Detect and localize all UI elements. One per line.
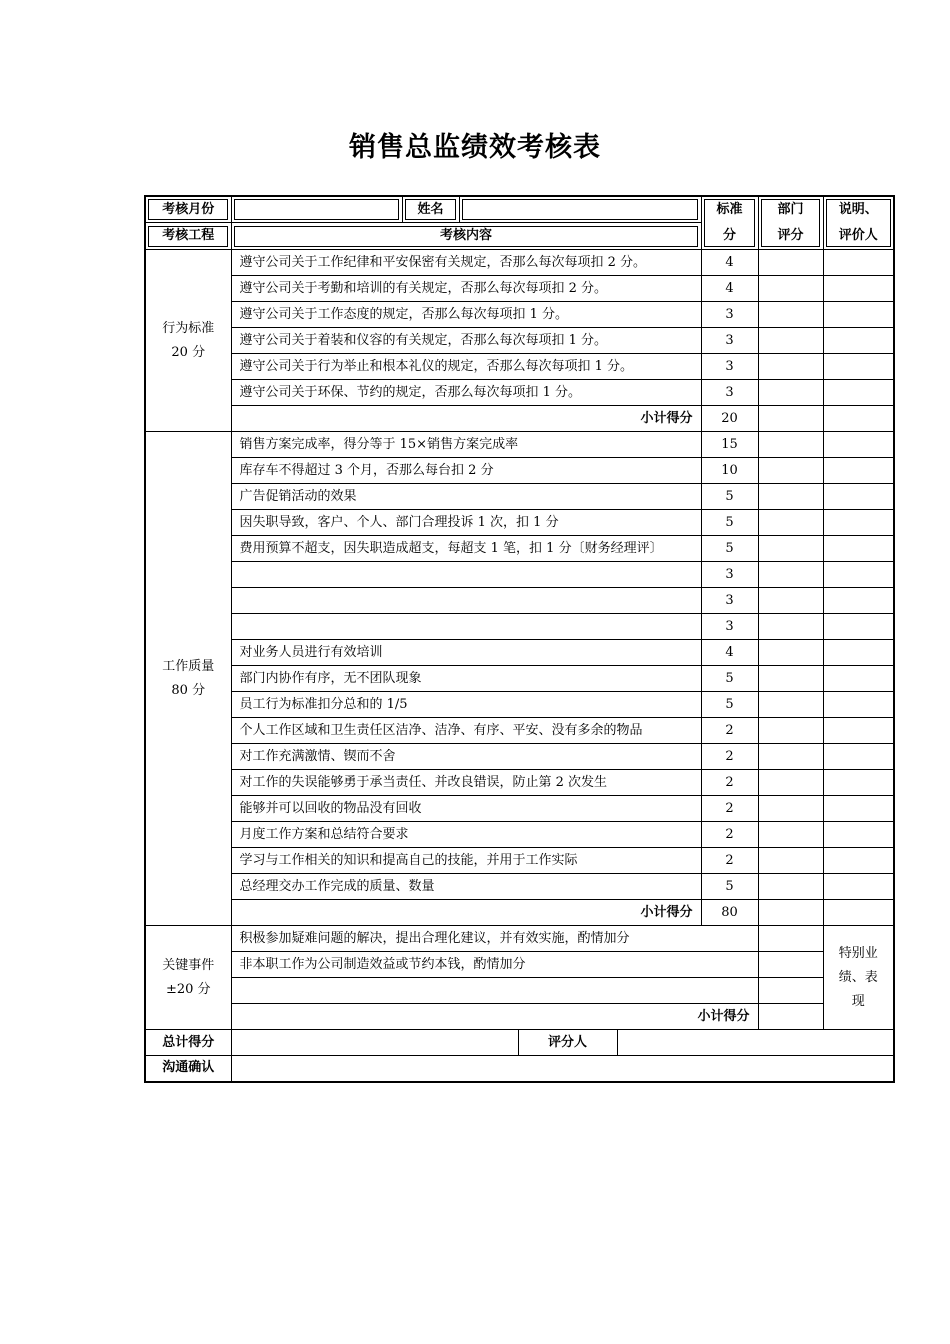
behavior-score: 3 xyxy=(701,328,758,354)
behavior-points: 20 分 xyxy=(171,344,206,360)
quality-item: 员工行为标准扣分总和的 1/5 xyxy=(231,692,701,718)
dept-score-cell[interactable] xyxy=(758,718,823,744)
quality-item: 个人工作区域和卫生责任区洁净、洁净、有序、平安、没有多余的物品 xyxy=(231,718,701,744)
quality-subtotal-label: 小计得分 xyxy=(231,900,701,926)
quality-item: 广告促销活动的效果 xyxy=(231,484,701,510)
dept-score-cell[interactable] xyxy=(758,614,823,640)
quality-item: 部门内协作有序，无不团队现象 xyxy=(231,666,701,692)
key-event-item xyxy=(231,978,758,1004)
quality-score: 2 xyxy=(701,770,758,796)
quality-score: 5 xyxy=(701,484,758,510)
quality-item: 费用预算不超支，因失职造成超支，每超支 1 笔，扣 1 分〔财务经理评〕 xyxy=(231,536,701,562)
standard-score-header xyxy=(701,196,758,250)
note-cell[interactable] xyxy=(823,432,894,458)
project-label: 考核工程 xyxy=(145,223,231,250)
behavior-item: 遵守公司关于行为举止和根本礼仪的规定，否那么每次每项扣 1 分。 xyxy=(231,354,701,380)
behavior-score: 4 xyxy=(701,276,758,302)
quality-item: 销售方案完成率，得分等于 15×销售方案完成率 xyxy=(231,432,701,458)
note-cell[interactable] xyxy=(823,718,894,744)
quality-score: 5 xyxy=(701,666,758,692)
quality-item: 总经理交办工作完成的质量、数量 xyxy=(231,874,701,900)
quality-item: 学习与工作相关的知识和提高自己的技能，并用于工作实际 xyxy=(231,848,701,874)
rater-field[interactable] xyxy=(617,1030,894,1056)
dept-score-cell[interactable] xyxy=(758,770,823,796)
behavior-score: 3 xyxy=(701,380,758,406)
quality-score: 2 xyxy=(701,718,758,744)
dept-score-header xyxy=(758,196,823,250)
rater-label: 评分人 xyxy=(518,1030,617,1056)
quality-name: 工作质量 xyxy=(162,658,215,674)
behavior-score: 3 xyxy=(701,302,758,328)
quality-item: 对工作的失误能够勇于承当责任、并改良错误，防止第 2 次发生 xyxy=(231,770,701,796)
total-score-label: 总计得分 xyxy=(145,1030,231,1056)
behavior-item: 遵守公司关于工作态度的规定，否那么每次每项扣 1 分。 xyxy=(231,302,701,328)
note-cell[interactable] xyxy=(823,536,894,562)
note-cell[interactable] xyxy=(823,874,894,900)
dept-score-cell[interactable] xyxy=(758,302,823,328)
standard-label-1: 标准 xyxy=(716,202,743,217)
quality-score: 5 xyxy=(701,536,758,562)
dept-score-cell[interactable] xyxy=(758,432,823,458)
note-cell[interactable] xyxy=(823,822,894,848)
note-cell[interactable] xyxy=(823,692,894,718)
note-label-1: 说明、 xyxy=(838,202,878,217)
page-title: 销售总监绩效考核表 xyxy=(349,132,601,163)
dept-score-cell[interactable] xyxy=(758,692,823,718)
key-events-name: 关键事件 xyxy=(162,957,215,973)
quality-item: 月度工作方案和总结符合要求 xyxy=(231,822,701,848)
quality-item xyxy=(231,614,701,640)
dept-score-cell[interactable] xyxy=(758,562,823,588)
communication-confirm-field[interactable] xyxy=(231,1056,894,1082)
note-cell[interactable] xyxy=(823,458,894,484)
standard-label-2: 分 xyxy=(723,228,737,243)
dept-score-cell[interactable] xyxy=(758,848,823,874)
note-cell[interactable] xyxy=(823,328,894,354)
quality-item xyxy=(231,562,701,588)
dept-score-cell[interactable] xyxy=(758,952,823,978)
note-cell[interactable] xyxy=(823,640,894,666)
evaluation-table xyxy=(144,195,895,1083)
dept-score-cell[interactable] xyxy=(758,822,823,848)
note-cell[interactable] xyxy=(823,276,894,302)
behavior-item: 遵守公司关于工作纪律和平安保密有关规定，否那么每次每项扣 2 分。 xyxy=(231,250,701,276)
behavior-item: 遵守公司关于考勤和培训的有关规定，否那么每次每项扣 2 分。 xyxy=(231,276,701,302)
dept-score-cell[interactable] xyxy=(758,510,823,536)
key-event-item: 非本职工作为公司制造效益或节约本钱，酌情加分 xyxy=(231,952,758,978)
key-events-note-line: 现 xyxy=(851,993,865,1009)
dept-score-cell[interactable] xyxy=(758,796,823,822)
quality-points: 80 分 xyxy=(171,682,206,698)
note-header xyxy=(823,196,894,250)
behavior-score: 4 xyxy=(701,250,758,276)
key-events-subtotal[interactable] xyxy=(758,1004,823,1030)
month-label: 考核月份 xyxy=(145,196,231,223)
quality-score: 2 xyxy=(701,848,758,874)
note-cell[interactable] xyxy=(823,354,894,380)
note-cell[interactable] xyxy=(823,588,894,614)
dept-score-cell[interactable] xyxy=(758,900,823,926)
dept-score-cell[interactable] xyxy=(758,536,823,562)
quality-item: 因失职导致，客户、个人、部门合理投诉 1 次，扣 1 分 xyxy=(231,510,701,536)
name-field[interactable] xyxy=(459,196,701,223)
quality-score: 5 xyxy=(701,510,758,536)
quality-score: 2 xyxy=(701,822,758,848)
note-cell[interactable] xyxy=(823,796,894,822)
dept-score-cell[interactable] xyxy=(758,406,823,432)
communication-confirm-label: 沟通确认 xyxy=(145,1056,231,1082)
note-cell[interactable] xyxy=(823,510,894,536)
dept-score-cell[interactable] xyxy=(758,380,823,406)
behavior-category xyxy=(145,250,231,432)
quality-category xyxy=(145,432,231,926)
month-field[interactable] xyxy=(231,196,402,223)
note-label-2: 评价人 xyxy=(838,228,878,243)
note-cell[interactable] xyxy=(823,848,894,874)
dept-score-cell[interactable] xyxy=(758,874,823,900)
quality-score: 5 xyxy=(701,692,758,718)
quality-score: 15 xyxy=(701,432,758,458)
dept-score-cell[interactable] xyxy=(758,328,823,354)
quality-subtotal: 80 xyxy=(701,900,758,926)
behavior-name: 行为标准 xyxy=(162,320,215,336)
quality-score: 4 xyxy=(701,640,758,666)
dept-score-cell[interactable] xyxy=(758,744,823,770)
dept-score-cell[interactable] xyxy=(758,354,823,380)
behavior-item: 遵守公司关于着装和仪容的有关规定，否那么每次每项扣 1 分。 xyxy=(231,328,701,354)
behavior-subtotal-label: 小计得分 xyxy=(231,406,701,432)
dept-score-cell[interactable] xyxy=(758,666,823,692)
dept-score-cell[interactable] xyxy=(758,978,823,1004)
quality-score: 3 xyxy=(701,614,758,640)
key-events-points: ±20 分 xyxy=(165,981,211,997)
dept-score-cell[interactable] xyxy=(758,276,823,302)
dept-score-cell[interactable] xyxy=(758,250,823,276)
name-label: 姓名 xyxy=(402,196,459,223)
note-cell[interactable] xyxy=(823,770,894,796)
quality-score: 2 xyxy=(701,744,758,770)
dept-label-2: 评分 xyxy=(777,228,804,243)
dept-score-cell[interactable] xyxy=(758,588,823,614)
key-event-item: 积极参加疑难问题的解决，提出合理化建议，并有效实施，酌情加分 xyxy=(231,926,758,952)
key-events-note xyxy=(823,926,894,1030)
dept-label-1: 部门 xyxy=(777,202,804,217)
quality-item xyxy=(231,588,701,614)
note-cell[interactable] xyxy=(823,302,894,328)
quality-score: 10 xyxy=(701,458,758,484)
quality-score: 2 xyxy=(701,796,758,822)
quality-item: 对工作充满激情、锲而不舍 xyxy=(231,744,701,770)
quality-score: 5 xyxy=(701,874,758,900)
note-cell[interactable] xyxy=(823,744,894,770)
note-cell[interactable] xyxy=(823,380,894,406)
dept-score-cell[interactable] xyxy=(758,640,823,666)
behavior-score: 3 xyxy=(701,354,758,380)
note-cell[interactable] xyxy=(823,614,894,640)
quality-item: 库存车不得超过 3 个月，否那么每台扣 2 分 xyxy=(231,458,701,484)
key-events-category xyxy=(145,926,231,1030)
note-cell[interactable] xyxy=(823,406,894,432)
content-label: 考核内容 xyxy=(231,223,701,250)
quality-score: 3 xyxy=(701,588,758,614)
dept-score-cell[interactable] xyxy=(758,926,823,952)
dept-score-cell[interactable] xyxy=(758,484,823,510)
key-events-subtotal-label: 小计得分 xyxy=(231,1004,758,1030)
behavior-subtotal: 20 xyxy=(701,406,758,432)
behavior-item: 遵守公司关于环保、节约的规定，否那么每次每项扣 1 分。 xyxy=(231,380,701,406)
note-cell[interactable] xyxy=(823,666,894,692)
quality-score: 3 xyxy=(701,562,758,588)
dept-score-cell[interactable] xyxy=(758,458,823,484)
total-score-field[interactable] xyxy=(231,1030,518,1056)
note-cell[interactable] xyxy=(823,900,894,926)
note-cell[interactable] xyxy=(823,250,894,276)
note-cell[interactable] xyxy=(823,484,894,510)
key-events-note-line: 特别业 xyxy=(838,945,878,961)
note-cell[interactable] xyxy=(823,562,894,588)
key-events-note-line: 绩、表 xyxy=(838,969,878,985)
quality-item: 对业务人员进行有效培训 xyxy=(231,640,701,666)
quality-item: 能够并可以回收的物品没有回收 xyxy=(231,796,701,822)
